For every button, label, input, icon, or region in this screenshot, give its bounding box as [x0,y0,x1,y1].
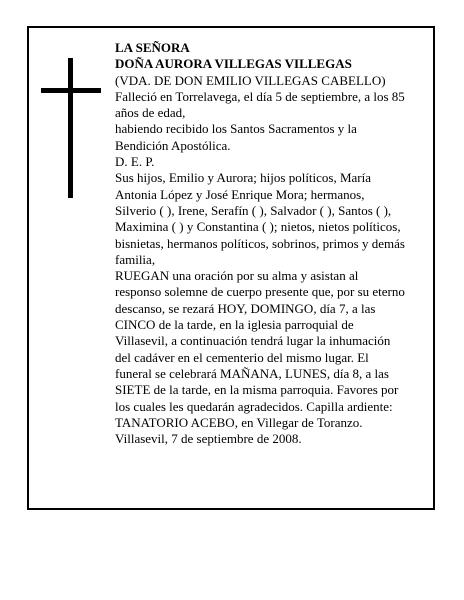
notice-line: SIETE de la tarde, en la misma parroquia. Favores por [115,382,399,398]
obituary-notice [27,26,435,510]
notice-line: descanso, se rezará HOY, DOMINGO, día 7, a las [115,300,376,316]
notice-line: bisnietas, hermanos políticos, sobrinos, primos y demás [115,235,405,251]
notice-line: Sus hijos, Emilio y Aurora; hijos políticos, María [115,170,372,186]
notice-line: TANATORIO ACEBO, en Villegar de Toranzo. [115,414,363,430]
cross-horizontal-bar [41,88,101,93]
notice-line: del cadáver en el cementerio del mismo lugar. El [115,349,369,365]
notice-line: Villasevil, a continuación tendrá lugar la inhumación [115,333,391,349]
widow-line: (VDA. DE DON EMILIO VILLEGAS CABELLO) [115,72,386,88]
cross-vertical-bar [68,58,73,198]
notice-line: RUEGAN una oración por su alma y asistan al [115,268,359,284]
notice-line: familia, [115,251,156,267]
notice-line: CINCO de la tarde, en la iglesia parroquial de [115,317,354,333]
notice-line: habiendo recibido los Santos Sacramentos y la [115,121,357,137]
notice-line: Falleció en Torrelavega, el día 5 de septiembre, a los 85 [115,88,405,104]
notice-line: funeral se celebrará MAÑANA, LUNES, día 8, a las [115,365,389,381]
notice-line: responso solemne de cuerpo presente que, por su eterno [115,284,405,300]
notice-line: Silverio ( ), Irene, Serafín ( ), Salvador ( ), Santos ( ), [115,202,392,218]
notice-line: años de edad, [115,105,186,121]
rip-line: D. E. P. [115,154,155,170]
notice-title: LA SEÑORA [115,40,190,55]
deceased-name: DOÑA AURORA VILLEGAS VILLEGAS [115,56,352,72]
notice-line: los cuales les quedarán agradecidos. Capilla ardiente: [115,398,393,414]
notice-line: Maximina ( ) y Constantina ( ); nietos, nietos políticos, [115,219,401,235]
latin-cross-icon [41,58,101,198]
notice-line: Bendición Apostólica. [115,137,231,153]
notice-date-line: Villasevil, 7 de septiembre de 2008. [115,431,302,447]
notice-line: Antonia López y José Enrique Mora; hermanos, [115,186,365,202]
notice-text [115,40,415,447]
